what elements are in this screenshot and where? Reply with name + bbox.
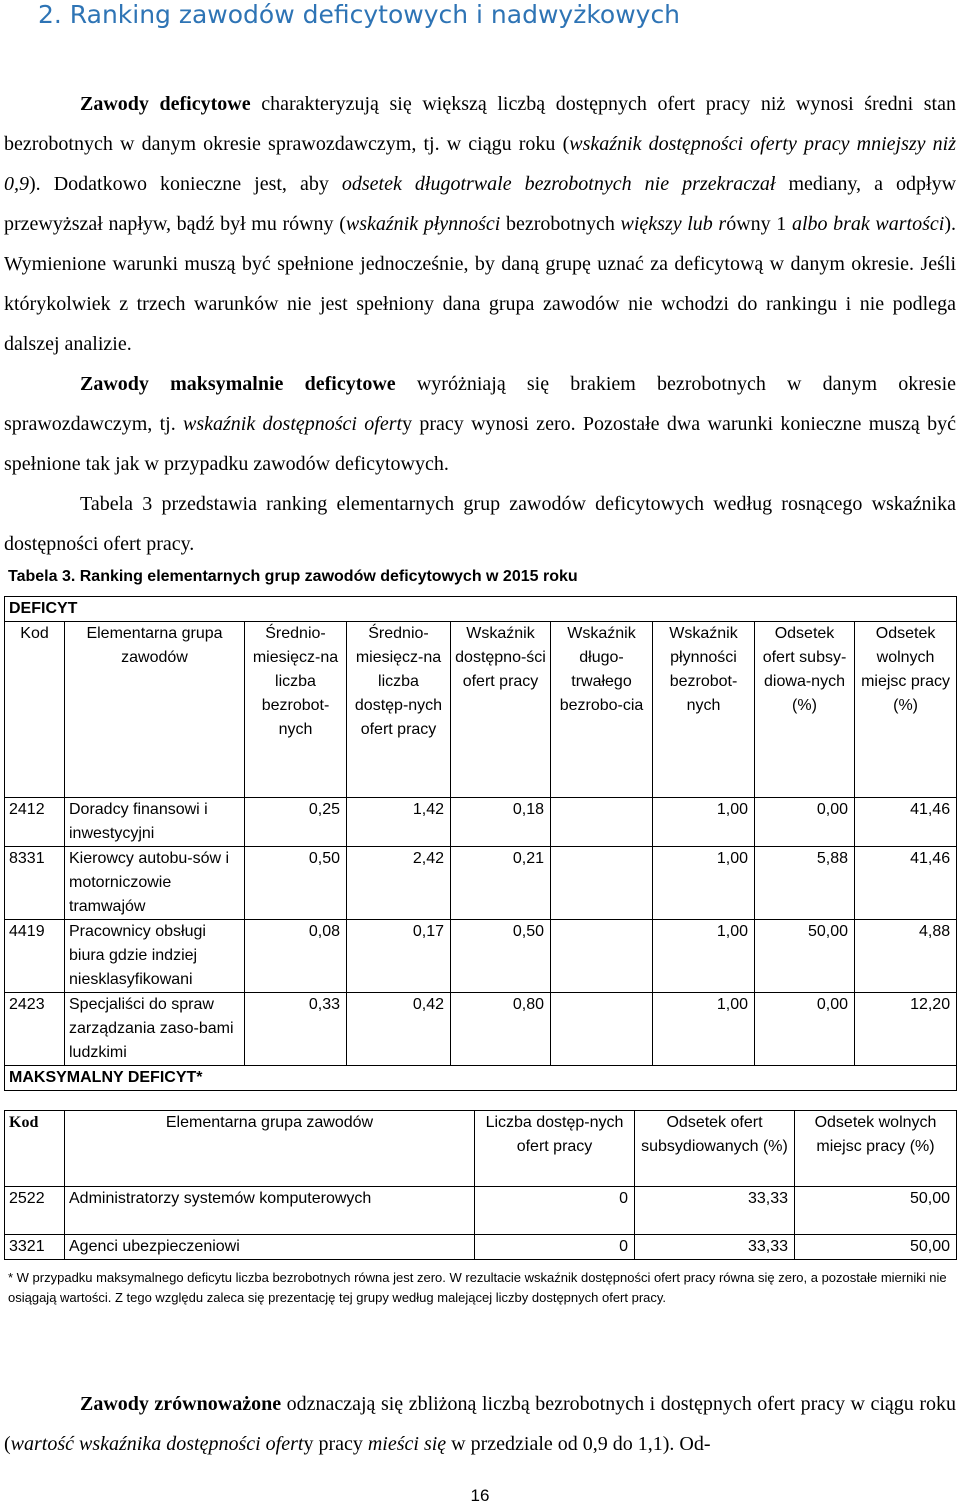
table-row	[5, 920, 957, 993]
italic-run: wskaźnik płynności	[345, 213, 501, 235]
cell-name: Kierowcy autobu-sów i motorniczowie tramwajów	[65, 847, 245, 920]
column-header: Elementarna grupa zawodów	[65, 622, 245, 798]
table-row	[5, 798, 957, 847]
cell-value: 0,50	[245, 847, 347, 920]
cell-value: 0,00	[755, 798, 855, 847]
cell-code: 3321	[5, 1235, 65, 1260]
table-row	[5, 1235, 957, 1260]
cell-name: Agenci ubezpieczeniowi	[65, 1235, 475, 1260]
column-header: Odsetek ofert subsydiowanych (%)	[635, 1111, 795, 1187]
text-run: ówny 1	[726, 213, 792, 235]
section-label: DEFICYT	[5, 597, 957, 622]
cell-value: 0,00	[755, 993, 855, 1066]
cell-value: 41,46	[855, 847, 957, 920]
text-run: w przedziale od 0,9 do 1,1). Od-	[446, 1433, 711, 1455]
cell-value: 50,00	[795, 1235, 957, 1260]
cell-value: 4,88	[855, 920, 957, 993]
cell-value: 1,42	[347, 798, 451, 847]
cell-value: 5,88	[755, 847, 855, 920]
cell-value: 0,08	[245, 920, 347, 993]
column-header: Średnio-miesięcz-na liczba bezrobot-nych	[245, 622, 347, 798]
deficit-table	[4, 596, 957, 1091]
text-run: odznaczają się zbliżoną liczbą bezrobotnych i dostępnych ofert pracy w ciągu roku (	[4, 1393, 956, 1455]
cell-name: Doradcy finansowi i inwestycyjni	[65, 798, 245, 847]
italic-run: odsetek długotrwale bezrobotnych nie przekraczał	[341, 173, 776, 195]
cell-value: 0,42	[347, 993, 451, 1066]
cell-value: 1,00	[653, 798, 755, 847]
column-header: Odsetek wolnych miejsc pracy (%)	[855, 622, 957, 798]
cell-value: 0,18	[451, 798, 551, 847]
cell-value: 2,42	[347, 847, 451, 920]
term-balanced: Zawody zrównoważone	[80, 1393, 282, 1415]
column-header: Liczba dostęp-nych ofert pracy	[475, 1111, 635, 1187]
cell-value	[551, 847, 653, 920]
term-deficit: Zawody deficytowe	[80, 93, 251, 115]
cell-value: 33,33	[635, 1187, 795, 1235]
cell-value: 0	[475, 1187, 635, 1235]
cell-value: 50,00	[795, 1187, 957, 1235]
cell-code: 4419	[5, 920, 65, 993]
column-header: Wskaźnik dostępno-ści ofert pracy	[451, 622, 551, 798]
cell-code: 2522	[5, 1187, 65, 1235]
column-header: Kod	[5, 622, 65, 798]
cell-name: Specjaliści do spraw zarządzania zaso-bami ludzkimi	[65, 993, 245, 1066]
text-run: y pracy	[303, 1433, 368, 1455]
column-header: Odsetek ofert subsy-diowa-nych (%)	[755, 622, 855, 798]
section-heading: 2. Ranking zawodów deficytowych i nadwyżkowych	[38, 0, 681, 29]
cell-code: 8331	[5, 847, 65, 920]
column-header: Wskaźnik długo-trwałego bezrobo-cia	[551, 622, 653, 798]
italic-run: albo brak wartości	[791, 213, 945, 235]
cell-value: 0,21	[451, 847, 551, 920]
cell-value: 1,00	[653, 993, 755, 1066]
text-run: mediany, a odpływ przewyższał napływ, bądź był mu równy (	[4, 173, 957, 235]
column-header: Odsetek wolnych miejsc pracy (%)	[795, 1111, 957, 1187]
term-max-deficit: Zawody maksymalnie deficytowe	[80, 373, 396, 395]
text-run: ). Dodatkowo konieczne jest, aby	[29, 173, 342, 195]
cell-value: 1,00	[653, 847, 755, 920]
cell-value	[551, 993, 653, 1066]
text-run: ). Wymienione warunki muszą być spełnione jednocześnie, by daną grupę uznać za deficytową w danym okresie. Jeśli którykolwiek z trzech warunków nie jest spełniony dana grupa zawodów nie wchodzi do rankingu i nie podlega dalszej analizie.	[4, 213, 956, 355]
cell-name: Pracownicy obsługi biura gdzie indziej niesklasyfikowani	[65, 920, 245, 993]
paragraph-deficit-definition	[4, 84, 956, 364]
table-footnote: * W przypadku maksymalnego deficytu liczba bezrobotnych równa jest zero. W rezultacie wskaźnik dostępności ofert pracy równa się zero, a pozostałe mierniki nie osiągają wartości. Z tego względu zaleca się prezentację tej grupy według malejącej liczby dostępnych ofert pracy.	[8, 1270, 947, 1305]
table-row	[5, 993, 957, 1066]
column-header: Elementarna grupa zawodów	[65, 1111, 475, 1187]
section-label: MAKSYMALNY DEFICYT*	[5, 1066, 957, 1091]
cell-name: Administratorzy systemów komputerowych	[65, 1187, 475, 1235]
body-text	[4, 84, 956, 564]
text-run: wyróżniają się brakiem bezrobotnych w danym okresie sprawozdawczym, tj.	[4, 373, 956, 435]
text-run: y pracy wynosi zero. Pozostałe dwa warunki konieczne muszą być spełnione tak jak w przypadku zawodów deficytowych.	[4, 413, 956, 475]
column-header: Kod	[5, 1111, 65, 1187]
italic-run: większy lub r	[620, 213, 727, 235]
italic-run: mieści się	[367, 1433, 447, 1455]
cell-value: 41,46	[855, 798, 957, 847]
italic-run: wskaźnik dostępności oferty pracy mniejszy niż 0,9	[4, 133, 957, 195]
italic-run: wartość wskaźnika dostępności ofert	[10, 1433, 304, 1455]
cell-value: 0,80	[451, 993, 551, 1066]
cell-code: 2412	[5, 798, 65, 847]
paragraph-max-deficit-definition	[4, 364, 956, 484]
table-row	[5, 847, 957, 920]
paragraph-table-intro: Tabela 3 przedstawia ranking elementarnych grup zawodów deficytowych według rosnącego wskaźnika dostępności ofert pracy.	[4, 493, 956, 555]
cell-value: 0,33	[245, 993, 347, 1066]
cell-value	[551, 798, 653, 847]
cell-value: 0,50	[451, 920, 551, 993]
body-text-continued	[4, 1384, 956, 1464]
cell-value: 50,00	[755, 920, 855, 993]
cell-value	[551, 920, 653, 993]
cell-value: 33,33	[635, 1235, 795, 1260]
italic-run: wskaźnik dostępności ofert	[183, 413, 403, 435]
cell-code: 2423	[5, 993, 65, 1066]
cell-value: 0,17	[347, 920, 451, 993]
table-caption: Tabela 3. Ranking elementarnych grup zawodów deficytowych w 2015 roku	[8, 568, 578, 585]
page-number: 16	[470, 1486, 490, 1505]
column-header: Średnio-miesięcz-na liczba dostęp-nych ofert pracy	[347, 622, 451, 798]
text-run: charakteryzują się większą liczbą dostępnych ofert pracy niż wynosi średni stan bezrobotnych w danym okresie sprawozdawczym, tj. w ciągu roku (	[4, 93, 956, 155]
cell-value: 0	[475, 1235, 635, 1260]
column-header: Wskaźnik płynności bezrobot-nych	[653, 622, 755, 798]
cell-value: 1,00	[653, 920, 755, 993]
max-deficit-table	[4, 1110, 957, 1260]
cell-value: 12,20	[855, 993, 957, 1066]
cell-value: 0,25	[245, 798, 347, 847]
paragraph-balanced-definition	[4, 1384, 956, 1464]
text-run: bezrobotnych	[500, 213, 621, 235]
table-row	[5, 1187, 957, 1235]
